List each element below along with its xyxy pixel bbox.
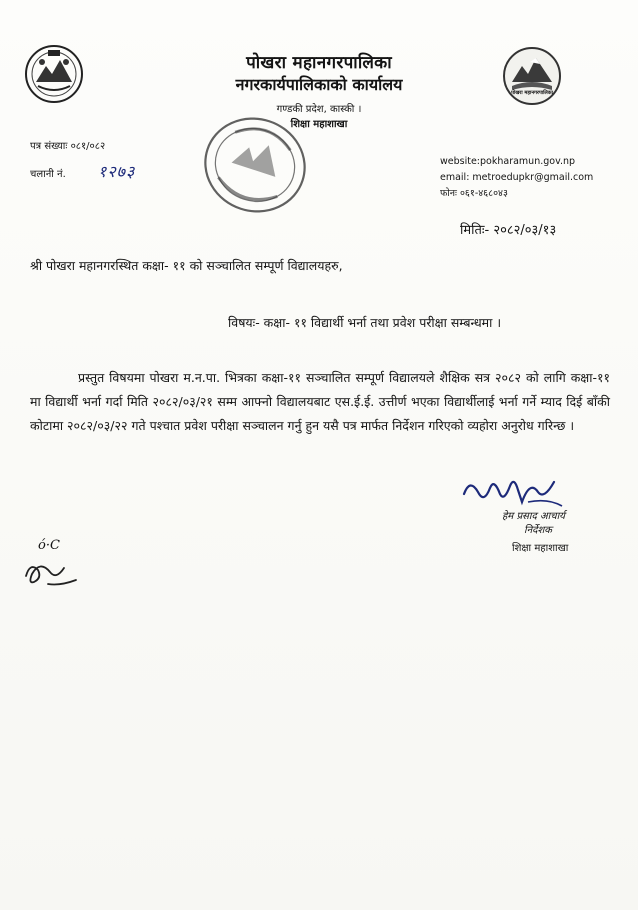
addressee: श्री पोखरा महानगरस्थित कक्षा- ११ को सञ्चालित सम्पूर्ण विद्यालयहरु, [30, 258, 343, 273]
office-stamp-icon [196, 110, 314, 220]
letter-date: मितिः- २०८२/०३/१३ [460, 223, 557, 238]
handwritten-note: ó·C [38, 538, 60, 553]
right-logo-caption: पोखरा महानगरपालिका [511, 90, 553, 96]
signatory-title: निर्देशक [524, 525, 552, 536]
website-text: website:pokharamun.gov.np [440, 156, 576, 167]
dispatch-label: चलानी नं. [30, 169, 66, 180]
office-province: गण्डकी प्रदेश, कास्की । [276, 104, 362, 115]
initials-icon [20, 556, 80, 592]
dispatch-number: १२७३ [98, 162, 136, 181]
office-division: शिक्षा महाशाखा [290, 119, 348, 130]
subject-line: विषयः- कक्षा- ११ विद्यार्थी भर्ना तथा प्रवेश परीक्षा सम्बन्धमा । [228, 315, 502, 330]
signatory-department: शिक्षा महाशाखा [512, 543, 569, 554]
phone-text: फोनः ०६१-४६८०४३ [440, 188, 508, 199]
office-subtitle: नगरकार्यपालिकाको कार्यालय [235, 75, 403, 94]
body-paragraph: प्रस्तुत विषयमा पोखरा म.न.पा. भित्रका कक्षा-११ सञ्चालित सम्पूर्ण विद्यालयले शैक्षिक सत्र २०८२ को लागि कक्षा-११ मा विद्यार्थी भर्ना गर्दा मिति २०८२/०३/२१ सम्म आफ्नो विद्यालयबाट एस.ई.ई. उत्तीर्ण भएका विद्यार्थीलाई भर्ना गर्ने म्याद दिई बाँकी कोटामा २०८२/०३/२२ गते पश्चात प्रवेश परीक्षा सञ्चालन गर्नु हुन यसै पत्र मार्फत निर्देशन गरिएको व्यहोरा अनुरोध गरिन्छ । [30, 370, 610, 433]
signatory-name: हेम प्रसाद आचार्य [502, 511, 565, 522]
letter-number: पत्र संख्याः ०८१/०८२ [30, 141, 106, 152]
signature-icon [458, 472, 568, 512]
email-text: email: metroedupkr@gmail.com [440, 172, 594, 183]
office-name: पोखरा महानगरपालिका [246, 53, 392, 73]
